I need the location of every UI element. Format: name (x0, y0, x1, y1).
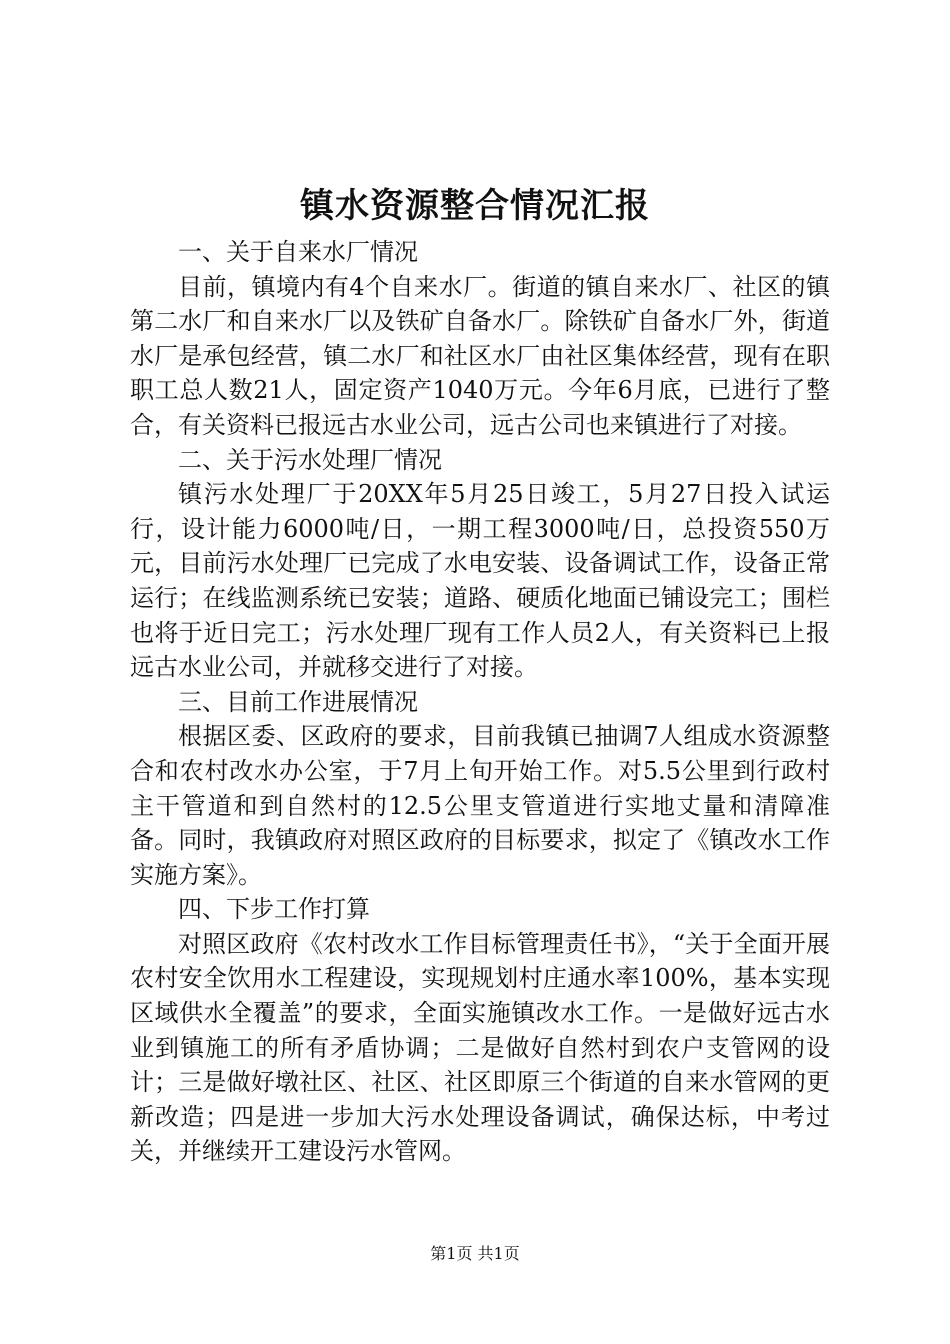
page-footer: 第1页 共1页 (430, 1244, 520, 1263)
section-heading-3: 三、目前工作进展情况 (178, 687, 418, 716)
paragraph-4: 对照区政府《农村改水工作目标管理责任书》，“关于全面开展农村安全饮用水工程建设，实现规划村庄通水率100%，基本实现区域供水全覆盖”的要求，全面实施镇改水工作。一是做好远古水业到镇施工的所有矛盾协调；二是做好自然村到农户支管网的设计；三是做好墩社区、社区、社区即原三个街道的自来水管网的更新改造；四是进一步加大污水处理设备调试，确保达标，中考过关，并继续开工建设污水管网。 (130, 929, 830, 1166)
paragraph-3: 根据区委、区政府的要求，目前我镇已抽调7人组成水资源整合和农村改水办公室，于7月上旬开始工作。对5.5公里到行政村主干管道和到自然村的12.5公里支管道进行实地丈量和清障准备。同时，我镇政府对照区政府的目标要求，拟定了《镇改水工作实施方案》。 (130, 722, 830, 889)
document-body (130, 235, 830, 1169)
document-title: 镇水资源整合情况汇报 (300, 186, 650, 226)
section-heading-1: 一、关于自来水厂情况 (178, 238, 418, 266)
paragraph-1: 目前，镇境内有4个自来水厂。街道的镇自来水厂、社区的镇第二水厂和自来水厂以及铁矿自备水厂。除铁矿自备水厂外，街道水厂是承包经营，镇二水厂和社区水厂由社区集体经营，现有在职职工总人数21人，固定资产1040万元。今年6月底，已进行了整合，有关资料已报远古水业公司，远古公司也来镇进行了对接。 (130, 272, 830, 439)
section-heading-2: 二、关于污水处理厂情况 (178, 445, 442, 474)
section-heading-4: 四、下步工作打算 (178, 895, 370, 924)
paragraph-2: 镇污水处理厂于20XX年5月25日竣工，5月27日投入试运行，设计能力6000吨/日，一期工程3000吨/日，总投资550万元，目前污水处理厂已完成了水电安装、设备调试工作，设备正常运行；在线监测系统已安装；道路、硬质化地面已铺设完工；围栏也将于近日完工；污水处理厂现有工作人员2人，有关资料已上报远古水业公司，并就移交进行了对接。 (130, 480, 830, 682)
